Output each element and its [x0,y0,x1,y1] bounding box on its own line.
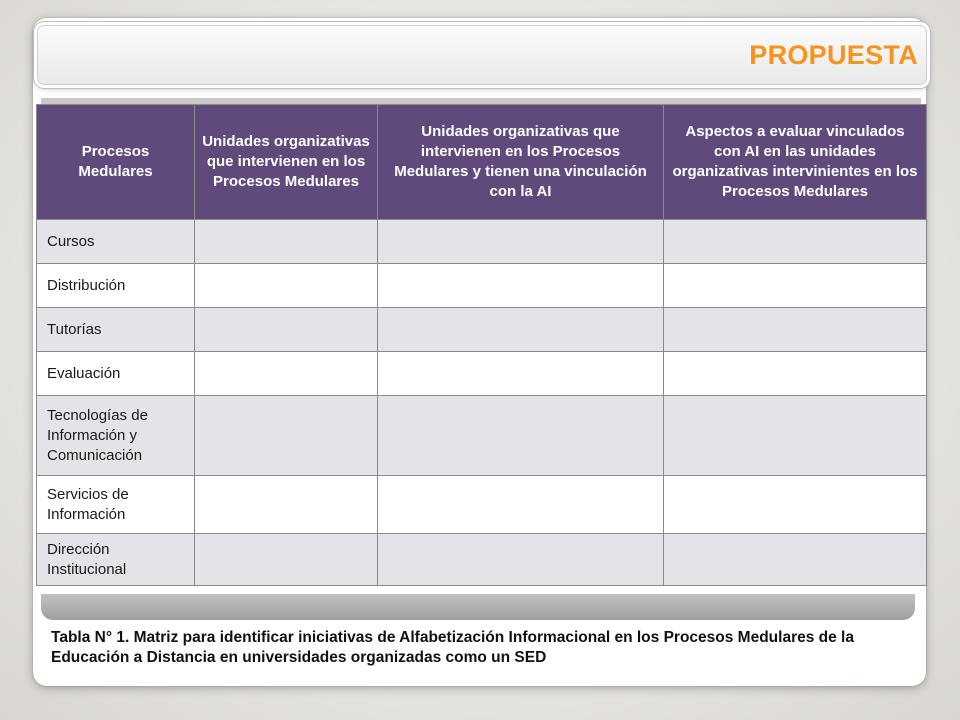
process-cell: Dirección Institucional [37,534,195,586]
table-row [37,220,927,264]
header-unidades-organizativas: Unidades organizativas que intervienen en los Procesos Medulares [195,105,378,220]
units-ai-cell [378,476,664,534]
units-ai-cell [378,220,664,264]
process-cell: Evaluación [37,352,195,396]
slide-title: PROPUESTA [749,40,918,70]
aspects-cell [664,352,927,396]
process-cell: Cursos [37,220,195,264]
title-bar [38,26,926,84]
process-cell: Servicios de Información [37,476,195,534]
units-cell [195,396,378,476]
table-row [37,264,927,308]
header-procesos-medulares: Procesos Medulares [37,105,195,220]
table-row [37,476,927,534]
units-cell [195,476,378,534]
units-cell [195,352,378,396]
table-shadow [41,594,915,620]
process-cell: Distribución [37,264,195,308]
table-header-row [37,105,927,220]
header-unidades-vinculadas-ai: Unidades organizativas que intervienen en los Procesos Medulares y tienen una vinculación con la AI [378,105,664,220]
table-row [37,308,927,352]
aspects-cell [664,476,927,534]
units-cell [195,220,378,264]
units-ai-cell [378,534,664,586]
aspects-cell [664,220,927,264]
aspects-cell [664,264,927,308]
table-caption: Tabla N° 1. Matriz para identificar iniciativas de Alfabetización Informacional en los Procesos Medulares de la Educación a Distancia en universidades organizadas como un SED [51,629,854,666]
units-cell [195,534,378,586]
table-row [37,534,927,586]
table-row [37,352,927,396]
units-cell [195,264,378,308]
units-ai-cell [378,396,664,476]
units-ai-cell [378,352,664,396]
matrix-table [36,104,927,586]
aspects-cell [664,396,927,476]
aspects-cell [664,308,927,352]
process-cell: Tutorías [37,308,195,352]
process-cell: Tecnologías de Información y Comunicación [37,396,195,476]
units-ai-cell [378,308,664,352]
units-ai-cell [378,264,664,308]
table-row [37,396,927,476]
header-aspectos-evaluar: Aspectos a evaluar vinculados con AI en las unidades organizativas intervinientes en los Procesos Medulares [664,105,927,220]
units-cell [195,308,378,352]
aspects-cell [664,534,927,586]
